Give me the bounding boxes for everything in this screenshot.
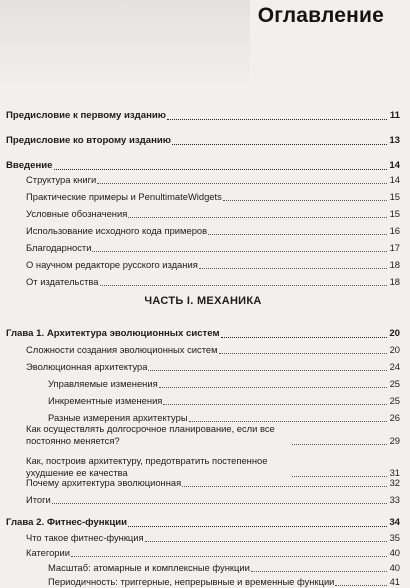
toc-entry-scale[interactable]: Масштаб: атомарные и комплексные функции 40 xyxy=(48,562,400,573)
toc-entry-prevent-degradation[interactable]: Как, построив архитектуру, предотвратить постепенное ухудшение ее качества 31 xyxy=(26,455,400,478)
dot-leader xyxy=(92,251,387,252)
toc-entry-introduction[interactable]: Введение 14 xyxy=(6,160,400,171)
dot-leader xyxy=(163,404,387,405)
toc-entry-why-evolutionary[interactable]: Почему архитектура эволюционная 32 xyxy=(26,477,400,488)
toc-entry-preface-first[interactable]: Предисловие к первому изданию 11 xyxy=(6,110,400,121)
dot-leader xyxy=(128,526,387,527)
toc-entry-categories[interactable]: Категории 40 xyxy=(26,547,400,558)
toc-entry-science-editor[interactable]: О научном редакторе русского издания 18 xyxy=(26,259,400,270)
dot-leader xyxy=(159,387,387,388)
dot-leader xyxy=(221,337,387,338)
toc-entry-incremental-change[interactable]: Инкрементные изменения 25 xyxy=(48,395,400,406)
part-heading: ЧАСТЬ I. МЕХАНИКА xyxy=(144,295,262,307)
dot-leader xyxy=(199,268,387,269)
page-bleed-through xyxy=(0,0,250,90)
dot-leader xyxy=(208,234,387,235)
toc-entry-practical-examples[interactable]: Практические примеры и PenultimateWidgets 15 xyxy=(26,191,400,202)
dot-leader xyxy=(292,444,387,445)
dot-leader xyxy=(100,285,387,286)
toc-entry-periodicity[interactable]: Периодичность: триггерные, непрерывные и временные функции 41 xyxy=(48,576,400,587)
toc-entry-from-publisher[interactable]: От издательства 18 xyxy=(26,276,400,287)
dot-leader xyxy=(97,183,387,184)
toc-entry-guided-change[interactable]: Управляемые изменения 25 xyxy=(48,378,400,389)
toc-entry-long-term-planning[interactable]: Как осуществлять долгосрочное планирование, если все постоянно меняется? 29 xyxy=(26,423,400,446)
dot-leader xyxy=(148,370,387,371)
dot-leader xyxy=(182,486,387,487)
page-title: Оглавление xyxy=(257,4,384,27)
dot-leader xyxy=(128,217,387,218)
dot-leader xyxy=(71,556,387,557)
dot-leader xyxy=(54,169,388,170)
toc-entry-complexity[interactable]: Сложности создания эволюционных систем 20 xyxy=(26,344,400,355)
dot-leader xyxy=(189,421,387,422)
dot-leader xyxy=(145,541,387,542)
dot-leader xyxy=(167,119,387,120)
toc-entry-evolutionary-architecture[interactable]: Эволюционная архитектура 24 xyxy=(26,361,400,372)
dot-leader xyxy=(223,200,387,201)
toc-entry-book-structure[interactable]: Структура книги 14 xyxy=(26,174,400,185)
toc-entry-conventions[interactable]: Условные обозначения 15 xyxy=(26,208,400,219)
dot-leader xyxy=(52,503,387,504)
toc-chapter-2[interactable]: Глава 2. Фитнес-функции 34 xyxy=(6,517,400,528)
dot-leader xyxy=(251,571,387,572)
dot-leader xyxy=(219,353,387,354)
toc-entry-dimensions[interactable]: Разные измерения архитектуры 26 xyxy=(48,412,400,423)
toc-entry-what-is-fitness[interactable]: Что такое фитнес-функция 35 xyxy=(26,532,400,543)
toc-entry-summary[interactable]: Итоги 33 xyxy=(26,494,400,505)
toc-entry-source-code[interactable]: Использование исходного кода примеров 16 xyxy=(26,225,400,236)
toc-entry-acknowledgements[interactable]: Благодарности 17 xyxy=(26,242,400,253)
toc-chapter-1[interactable]: Глава 1. Архитектура эволюционных систем 20 xyxy=(6,328,400,339)
toc-entry-preface-second[interactable]: Предисловие ко второму изданию 13 xyxy=(6,135,400,146)
dot-leader xyxy=(172,144,387,145)
